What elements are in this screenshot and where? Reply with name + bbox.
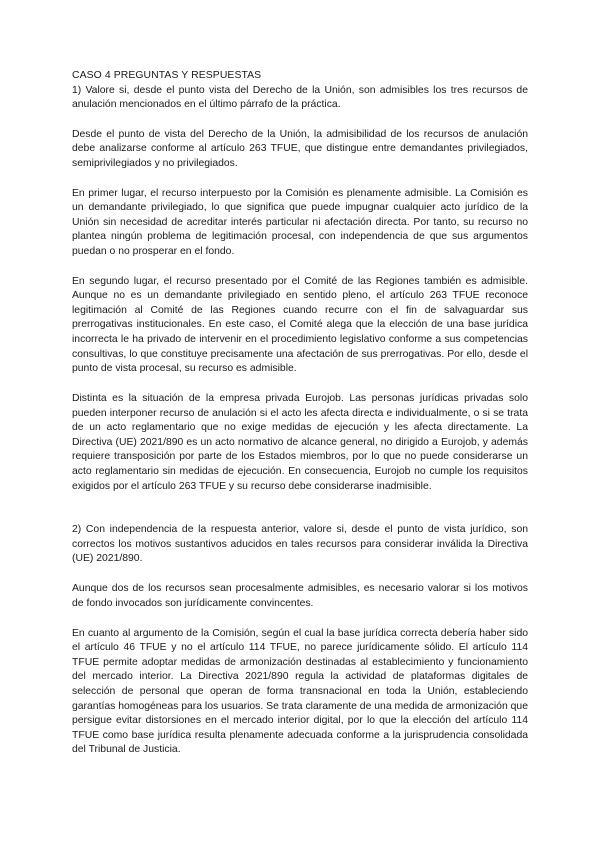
answer-2-paragraph-1: Aunque dos de los recursos sean procesalmente admisibles, es necesario valorar si los motivos de fondo invocados son jurídicamente convincentes. xyxy=(72,583,528,609)
answer-1-paragraph-1: Desde el punto de vista del Derecho de la Unión, la admisibilidad de los recursos de anulación debe analizarse conforme al artículo 263 TFUE, que distingue entre demandantes privilegiados, semiprivilegiados y no privilegiados. xyxy=(72,128,528,169)
answer-2-paragraph-2: En cuanto al argumento de la Comisión, según el cual la base jurídica correcta debería haber sido el artículo 46 TFUE y no el artículo 114 TFUE, no parece jurídicamente sólido. El artículo 114 TFUE permite adoptar medidas de armonización destinadas al establecimiento y funcionamiento del mercado interior. La Directiva 2021/890 regula la actividad de plataformas digitales de selección de personal que operan de forma transnacional en toda la Unión, estableciendo garantías homogéneas para los usuarios. Se trata claramente de una medida de armonización que persigue evitar distorsiones en el mercado interior digital, por lo que la elección del artículo 114 TFUE como base jurídica resulta plenamente adecuada conforme a la jurisprudencia consolidada del Tribunal de Justicia. xyxy=(72,627,528,756)
document-page xyxy=(72,69,528,758)
answer-1-paragraph-2: En primer lugar, el recurso interpuesto por la Comisión es plenamente admisible. La Comisión es un demandante privilegiado, lo que significa que puede impugnar cualquier acto jurídico de la Unión sin necesidad de acreditar interés particular ni afectación directa. Por tanto, su recurso no plantea ningún problema de legitimación procesal, con independencia de que sus argumentos puedan o no prosperar en el fondo. xyxy=(72,187,528,257)
question-1: 1) Valore si, desde el punto vista del Derecho de la Unión, son admisibles los tres recursos de anulación mencionados en el último párrafo de la práctica. xyxy=(72,84,528,111)
answer-1-paragraph-4: Distinta es la situación de la empresa privada Eurojob. Las personas jurídicas privadas solo pueden interponer recurso de anulación si el acto les afecta directa e individualmente, o si se trata de un acto reglamentario que no exige medidas de ejecución y les afecta directamente. La Directiva (UE) 2021/890 es un acto normativo de alcance general, no dirigido a Eurojob, y además requiere transposición por parte de los Estados miembros, por lo que no puede considerarse un acto reglamentario sin medidas de ejecución. En consecuencia, Eurojob no cumple los requisitos exigidos por el artículo 263 TFUE y su recurso debe considerarse inadmisible. xyxy=(72,393,528,492)
answer-1-paragraph-3: En segundo lugar, el recurso presentado por el Comité de las Regiones también es admisible. Aunque no es un demandante privilegiado en sentido pleno, el artículo 263 TFUE reconoce legitimación al Comité de las Regiones cuando recurre con el fin de salvaguardar sus prerrogativas institucionales. En este caso, el Comité alega que la elección de una base jurídica incorrecta le ha privado de intervenir en el procedimiento legislativo conforme a sus competencias consultivas, lo que constituye precisamente una afectación de sus prerrogativas. Por ello, desde el punto de vista procesal, su recurso es admisible. xyxy=(72,275,528,375)
question-2: 2) Con independencia de la respuesta anterior, valore si, desde el punto de vista jurídico, son correctos los motivos sustantivos aducidos en tales recursos para considerar inválida la Directiva (UE) 2021/890. xyxy=(72,524,528,565)
document-heading: CASO 4 PREGUNTAS Y RESPUESTAS xyxy=(72,70,262,81)
